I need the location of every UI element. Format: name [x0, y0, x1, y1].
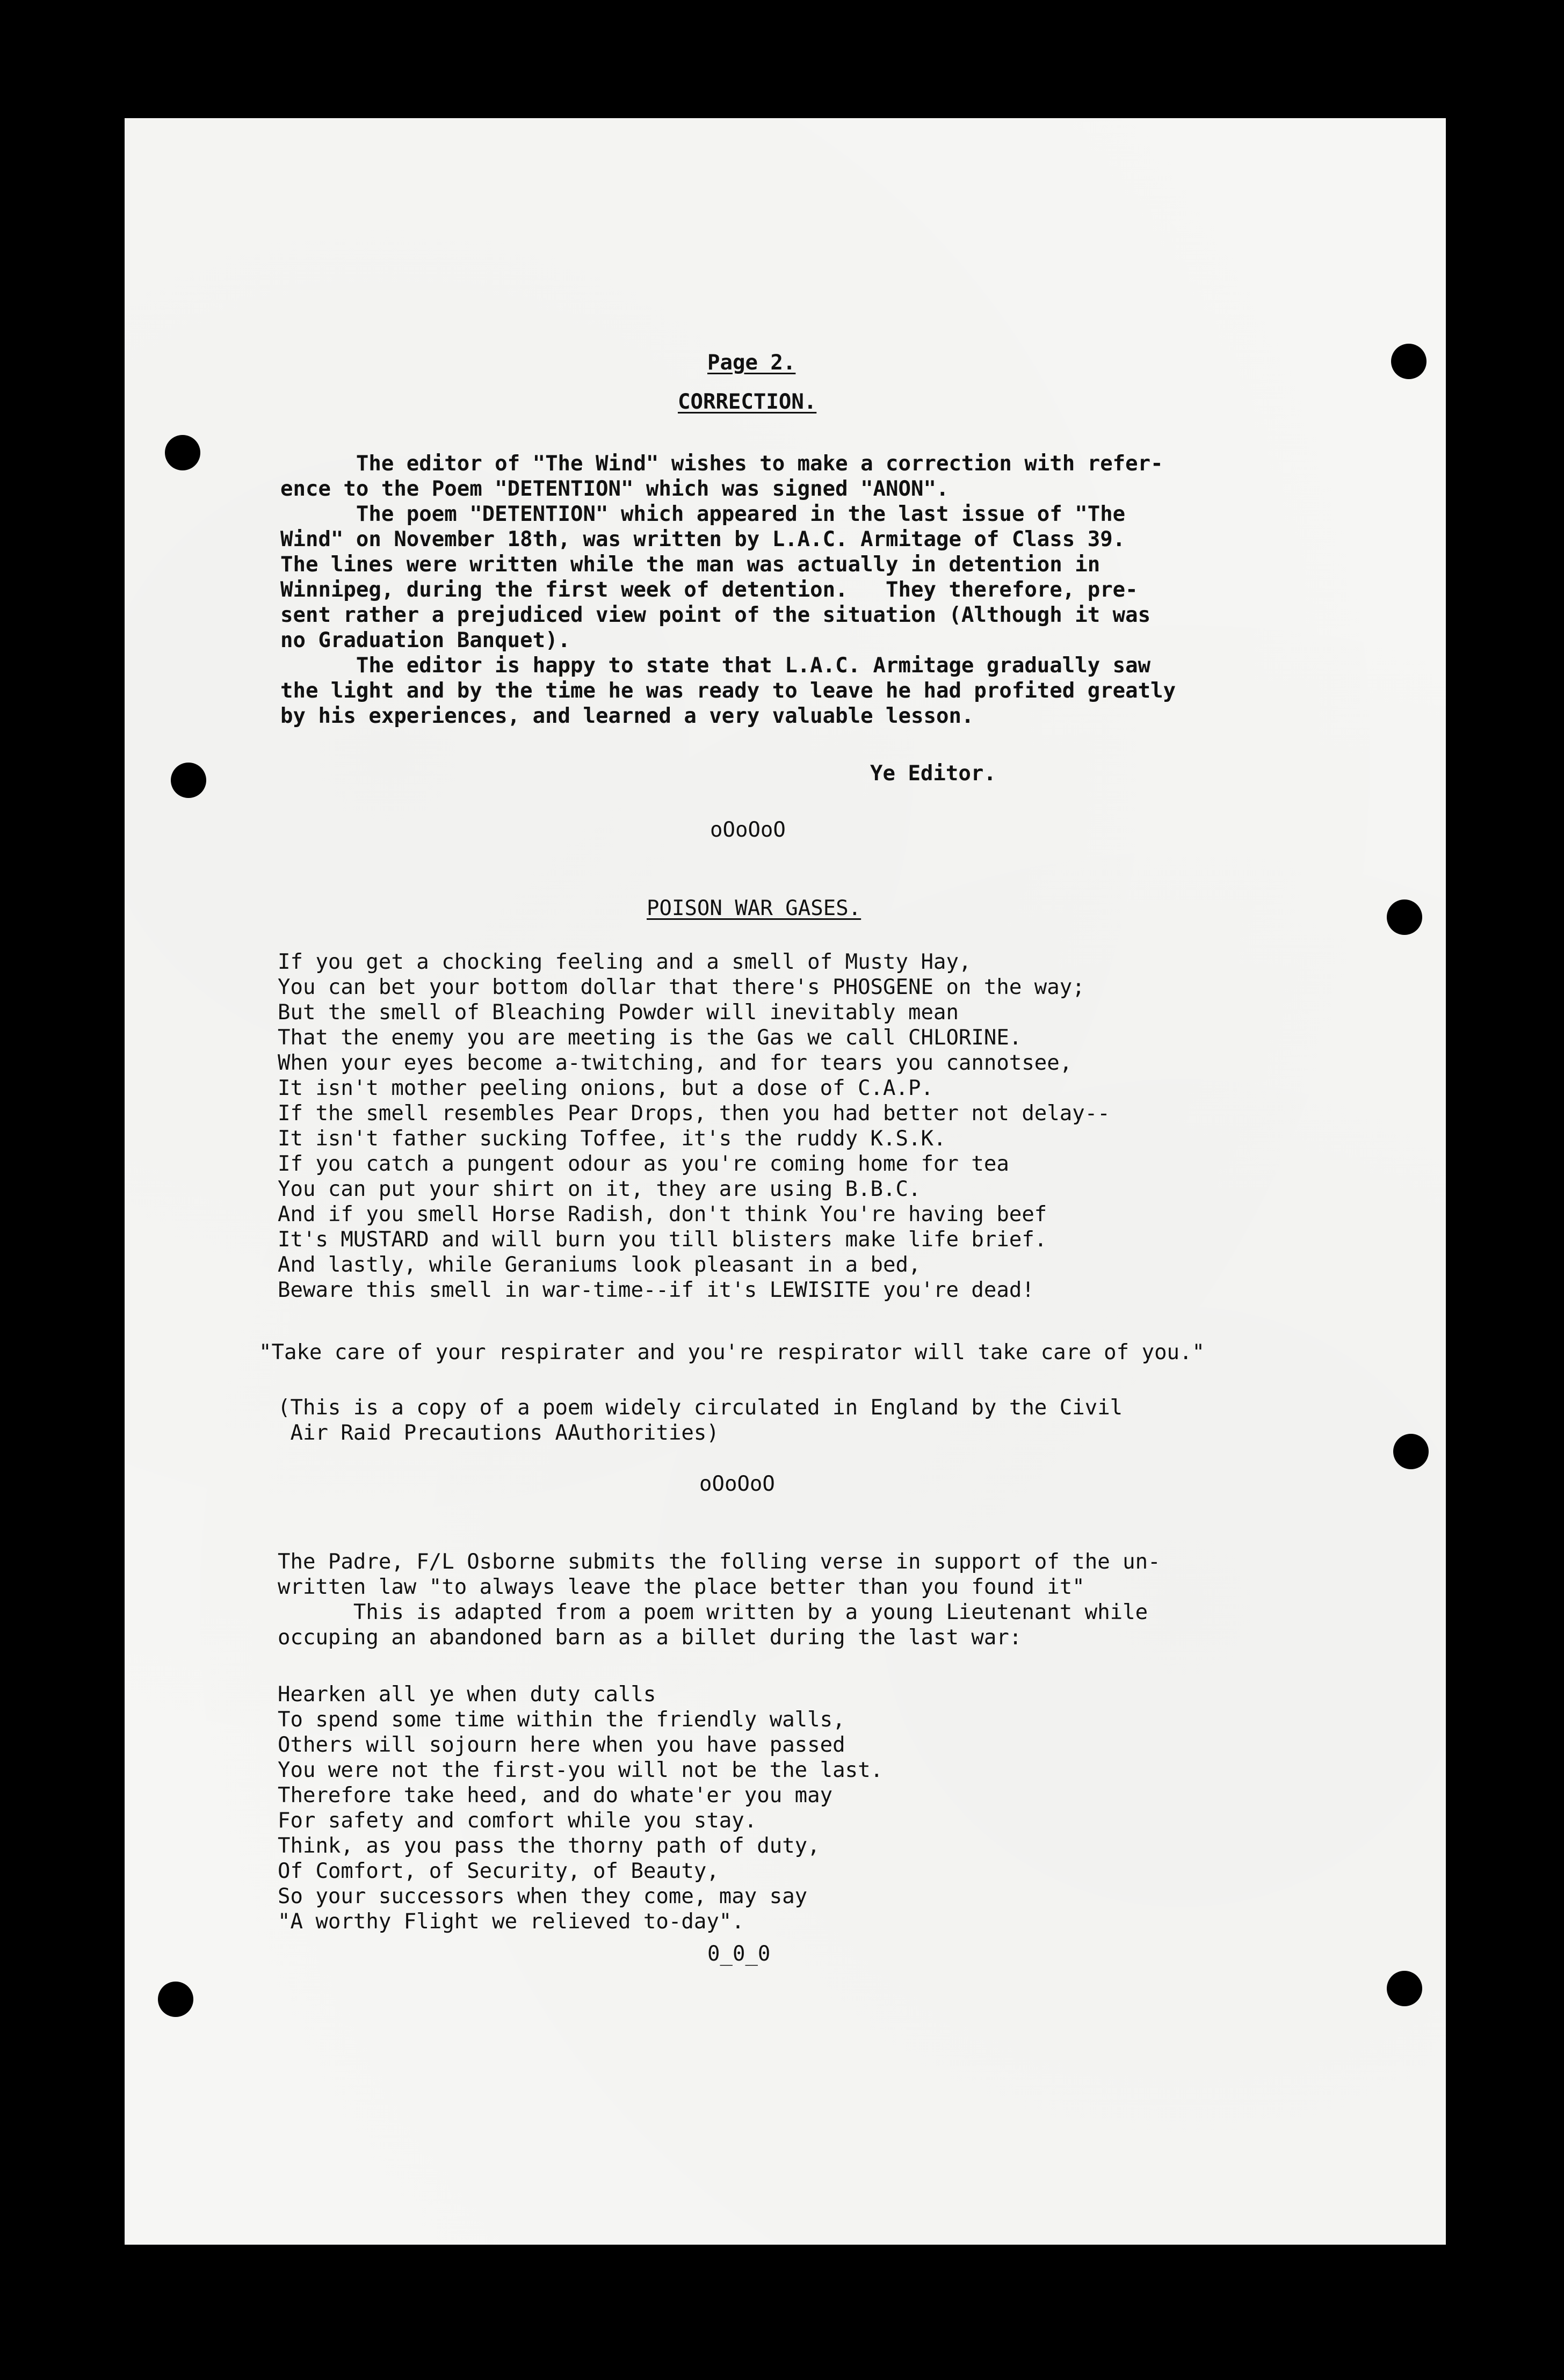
correction-line: sent rather a prejudiced view point of the situation (Although it was [280, 603, 1151, 627]
intro-line: This is adapted from a poem written by a young Lieutenant while [278, 1600, 1148, 1624]
poem-line: It isn't father sucking Toffee, it's the ruddy K.S.K. [278, 1127, 946, 1151]
poem-line: You can put your shirt on it, they are using B.B.C. [278, 1177, 921, 1201]
correction-line: no Graduation Banquet). [280, 628, 571, 652]
poem-line: Of Comfort, of Security, of Beauty, [278, 1859, 719, 1883]
poem-line: Others will sojourn here when you have passed [278, 1733, 845, 1757]
poem-line: Therefore take heed, and do whate'er you may [278, 1783, 833, 1808]
poem-line: Beware this smell in war-time--if it's LEWISITE you're dead! [278, 1278, 1034, 1302]
correction-title: CORRECTION. [678, 390, 817, 414]
correction-line: The lines were written while the man was actually in detention in [280, 553, 1100, 577]
poem-line: But the smell of Bleaching Powder will inevitably mean [278, 1000, 959, 1025]
page-label: Page 2. [707, 351, 796, 375]
punch-hole-left-3 [158, 1982, 193, 2017]
note-line: Air Raid Precautions AAuthorities) [278, 1421, 719, 1445]
correction-line: The editor is happy to state that L.A.C. Armitage gradually saw [280, 654, 1151, 678]
punch-hole-right-1 [1391, 344, 1427, 379]
poem-line: And if you smell Horse Radish, don't think You're having beef [278, 1202, 1047, 1227]
poison-gases-title: POISON WAR GASES. [647, 896, 861, 920]
poem-line: It's MUSTARD and will burn you till blisters make life brief. [278, 1228, 1047, 1252]
poem-line: If you get a chocking feeling and a smell of Musty Hay, [278, 950, 972, 974]
intro-line: The Padre, F/L Osborne submits the folling verse in support of the un- [278, 1550, 1161, 1574]
intro-line: written law "to always leave the place better than you found it" [278, 1575, 1085, 1599]
punch-hole-left-1 [165, 435, 200, 470]
punch-hole-right-3 [1393, 1434, 1429, 1469]
poem-line: To spend some time within the friendly walls, [278, 1708, 845, 1732]
punch-hole-left-2 [171, 763, 206, 798]
correction-line: Winnipeg, during the first week of detention. They therefore, pre- [280, 578, 1138, 602]
typewritten-page [125, 118, 1446, 2245]
correction-line: the light and by the time he was ready to leave he had profited greatly [280, 679, 1176, 703]
poem-line: That the enemy you are meeting is the Gas we call CHLORINE. [278, 1026, 1022, 1050]
end-mark: 0_0_0 [707, 1942, 771, 1966]
poem-line: You were not the first-you will not be the last. [278, 1758, 884, 1782]
correction-line: The poem "DETENTION" which appeared in the last issue of "The [280, 502, 1126, 526]
poem-line: So your successors when they come, may say [278, 1884, 808, 1909]
poem-line: If the smell resembles Pear Drops, then you had better not delay-- [278, 1101, 1110, 1126]
correction-line: The editor of "The Wind" wishes to make a correction with refer- [280, 452, 1163, 476]
poem-line: For safety and comfort while you stay. [278, 1809, 757, 1833]
punch-hole-right-2 [1387, 899, 1422, 935]
correction-line: by his experiences, and learned a very valuable lesson. [280, 704, 974, 728]
section-divider: oOoOoO [699, 1472, 775, 1496]
intro-line: occuping an abandoned barn as a billet during the last war: [278, 1626, 1022, 1650]
poem-line: Think, as you pass the thorny path of duty, [278, 1834, 820, 1858]
poem-line: When your eyes become a-twitching, and for tears you cannotsee, [278, 1051, 1073, 1075]
poem-line: And lastly, while Geraniums look pleasant in a bed, [278, 1253, 921, 1277]
respirator-motto: "Take care of your respirater and you're respirator will take care of you." [259, 1340, 1205, 1365]
note-line: (This is a copy of a poem widely circulated in England by the Civil [278, 1396, 1123, 1420]
poem-line: You can bet your bottom dollar that there's PHOSGENE on the way; [278, 975, 1085, 999]
correction-line: Wind" on November 18th, was written by L.A.C. Armitage of Class 39. [280, 527, 1126, 552]
poem-line: "A worthy Flight we relieved to-day". [278, 1910, 744, 1934]
punch-hole-right-4 [1387, 1971, 1422, 2006]
poem-line: It isn't mother peeling onions, but a dose of C.A.P. [278, 1076, 933, 1100]
poem-line: Hearken all ye when duty calls [278, 1682, 656, 1707]
correction-line: ence to the Poem "DETENTION" which was signed "ANON". [280, 477, 949, 501]
section-divider: oOoOoO [710, 818, 786, 842]
editor-signature: Ye Editor. [870, 761, 996, 786]
poem-line: If you catch a pungent odour as you're coming home for tea [278, 1152, 1009, 1176]
